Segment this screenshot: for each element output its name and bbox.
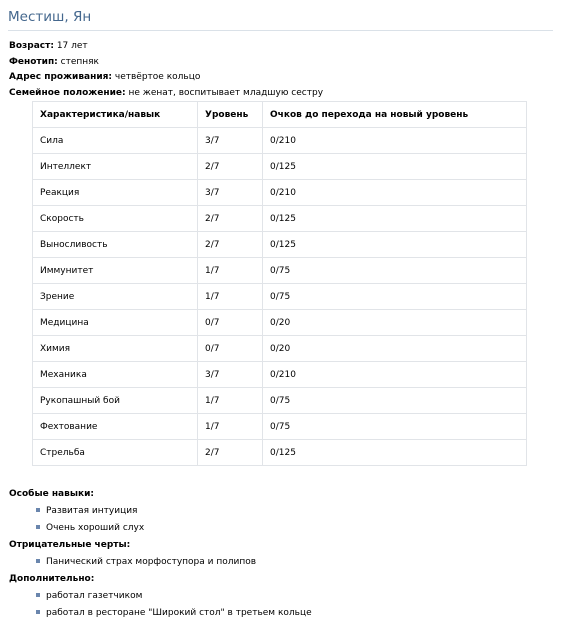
skill-points: 0/75 [263, 284, 527, 310]
list-item [36, 608, 312, 618]
skill-level: 2/7 [198, 440, 263, 466]
header-points: Очков до перехода на новый уровень [263, 102, 527, 128]
info-phenotype [9, 57, 99, 67]
skill-points: 0/210 [263, 362, 527, 388]
skill-points: 0/125 [263, 440, 527, 466]
table-row [33, 440, 527, 466]
skill-points: 0/75 [263, 388, 527, 414]
skill-name: Медицина [33, 310, 198, 336]
skill-points: 0/125 [263, 232, 527, 258]
info-age-value: 17 лет [53, 41, 88, 51]
info-phenotype-value: степняк [57, 57, 99, 67]
info-age-label: Возраст: [9, 41, 54, 51]
title-divider [8, 30, 553, 31]
table-row [33, 206, 527, 232]
page-title: Местиш, Ян [8, 9, 92, 25]
skill-points: 0/20 [263, 336, 527, 362]
skill-level: 3/7 [198, 180, 263, 206]
skill-name: Интеллект [33, 154, 198, 180]
skill-points: 0/75 [263, 414, 527, 440]
header-skill: Характеристика/навык [33, 102, 198, 128]
info-family-label: Семейное положение: [9, 88, 126, 98]
table-row [33, 180, 527, 206]
info-family [9, 88, 323, 98]
skill-name: Фехтование [33, 414, 198, 440]
header-level: Уровень [198, 102, 263, 128]
info-family-value: не женат, воспитывает младшую сестру [125, 88, 324, 98]
skill-level: 0/7 [198, 310, 263, 336]
skill-level: 3/7 [198, 362, 263, 388]
skill-name: Реакция [33, 180, 198, 206]
list-item [36, 591, 142, 601]
skill-points: 0/210 [263, 180, 527, 206]
list-item-label: работал в ресторане "Широкий стол" в третьем кольце [46, 608, 312, 618]
skill-name: Механика [33, 362, 198, 388]
list-item-label: Развитая интуиция [46, 506, 138, 516]
skill-name: Рукопашный бой [33, 388, 198, 414]
special-skills-title: Особые навыки: [9, 489, 94, 499]
skill-name: Сила [33, 128, 198, 154]
bullet-icon [36, 610, 40, 614]
skill-level: 1/7 [198, 388, 263, 414]
skill-name: Химия [33, 336, 198, 362]
table-row [33, 310, 527, 336]
table-header-row [33, 102, 527, 128]
table-row [33, 414, 527, 440]
table-row [33, 154, 527, 180]
skill-points: 0/125 [263, 206, 527, 232]
info-phenotype-label: Фенотип: [9, 57, 58, 67]
skill-name: Стрельба [33, 440, 198, 466]
skill-level: 1/7 [198, 258, 263, 284]
table-row [33, 336, 527, 362]
table-row [33, 258, 527, 284]
list-item [36, 523, 144, 533]
bullet-icon [36, 525, 40, 529]
skill-level: 2/7 [198, 232, 263, 258]
list-item [36, 506, 137, 516]
info-address [9, 72, 200, 82]
skill-points: 0/20 [263, 310, 527, 336]
skill-name: Иммунитет [33, 258, 198, 284]
table-row [33, 284, 527, 310]
skill-points: 0/210 [263, 128, 527, 154]
bullet-icon [36, 559, 40, 563]
skill-points: 0/75 [263, 258, 527, 284]
skill-level: 0/7 [198, 336, 263, 362]
list-item [36, 557, 256, 567]
skill-points: 0/125 [263, 154, 527, 180]
list-item-label: Очень хороший слух [46, 523, 145, 533]
info-address-label: Адрес проживания: [9, 72, 113, 82]
additional-title: Дополнительно: [9, 574, 95, 584]
info-age [9, 41, 88, 51]
skill-level: 2/7 [198, 206, 263, 232]
skill-level: 1/7 [198, 414, 263, 440]
skill-name: Зрение [33, 284, 198, 310]
skill-name: Скорость [33, 206, 198, 232]
info-address-value: четвёртое кольцо [112, 72, 201, 82]
skill-level: 3/7 [198, 128, 263, 154]
skill-level: 1/7 [198, 284, 263, 310]
negative-traits-title: Отрицательные черты: [9, 540, 131, 550]
list-item-label: работал газетчиком [46, 591, 143, 601]
table-row [33, 388, 527, 414]
stats-table [32, 101, 527, 466]
bullet-icon [36, 508, 40, 512]
list-item-label: Панический страх морфоступора и полипов [46, 557, 257, 567]
table-row [33, 128, 527, 154]
bullet-icon [36, 593, 40, 597]
skill-name: Выносливость [33, 232, 198, 258]
table-row [33, 362, 527, 388]
table-row [33, 232, 527, 258]
skill-level: 2/7 [198, 154, 263, 180]
